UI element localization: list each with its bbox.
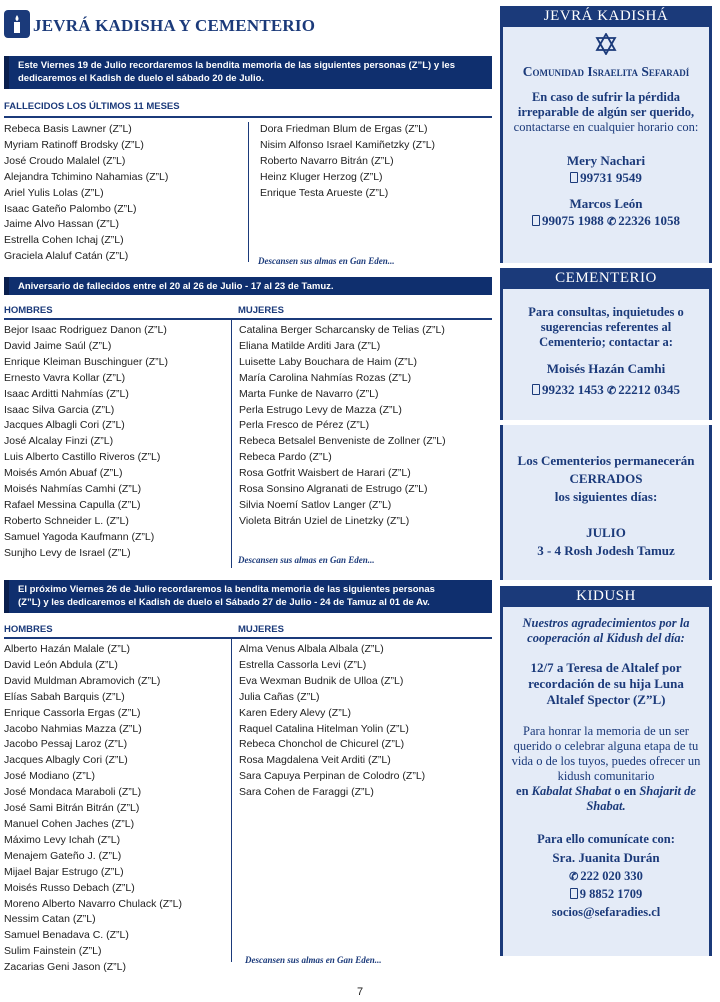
list-item: Graciela Alaluf Catán (Z”L) xyxy=(4,250,129,263)
contact-name: Mery Nachari xyxy=(566,153,646,168)
list-item: Roberto Navarro Bitrán (Z”L) xyxy=(260,154,394,167)
list-item: Myriam Ratinoff Brodsky (Z”L) xyxy=(4,138,144,151)
list-item: David Jaime Saúl (Z”L) xyxy=(4,339,112,352)
telephone-icon: ✆ xyxy=(607,216,617,228)
mobile-phone-icon xyxy=(532,384,540,395)
org-name: Comunidad Israelita Sefaradí xyxy=(522,64,690,79)
list-item: Rosa Gotfrit Waisbert de Harari (Z”L) xyxy=(239,467,411,480)
contact-mobile: 99731 9549 xyxy=(580,170,642,185)
list-item: Moisés Russo Debach (Z”L) xyxy=(4,881,135,894)
list-item: Samuel Benadava C. (Z”L) xyxy=(4,929,129,942)
list-item: Manuel Cohen Jaches (Z”L) xyxy=(4,817,135,830)
star-of-david-icon xyxy=(503,33,709,60)
list-item: Alma Venus Albala Albala (Z”L) xyxy=(239,643,384,655)
section2-women-list xyxy=(239,323,492,530)
list-item: María Carolina Nahmías Rozas (Z”L) xyxy=(239,371,412,384)
list-item: José Alcalay Finzi (Z”L) xyxy=(4,435,114,448)
list-item: José Modiano (Z”L) xyxy=(4,770,96,783)
text: en xyxy=(516,784,529,798)
list-item: Rafael Messina Capulla (Z”L) xyxy=(4,498,141,511)
list-item: Rebeca Pardo (Z”L) xyxy=(239,451,332,464)
kidush-box xyxy=(500,586,712,956)
women-header: MUJERES xyxy=(238,624,284,635)
text: Kabalat Shabat xyxy=(531,784,612,798)
cementerio-box xyxy=(500,268,712,420)
list-item: Moreno Alberto Navarro Chulack (Z”L) xyxy=(4,897,182,910)
intro-bold: En caso de sufrir la pérdida irreparable de algún ser querido, xyxy=(517,90,695,119)
list-item: Alberto Hazán Malale (Z”L) xyxy=(4,643,131,655)
mobile-phone-icon xyxy=(570,172,578,183)
page-title: JEVRÁ KADISHA Y CEMENTERIO xyxy=(33,16,316,35)
list-item: Heinz Kluger Herzog (Z”L) xyxy=(260,170,383,183)
contact-phones xyxy=(503,213,709,229)
list-item: Catalina Berger Scharcansky de Telias (Z”L) xyxy=(239,324,445,336)
list-item: Enrique Cassorla Ergas (Z”L) xyxy=(4,706,141,719)
list-item: Bejor Isaac Rodriguez Danon (Z”L) xyxy=(4,324,167,336)
list-item: Sara Capuya Perpinan de Colodro (Z”L) xyxy=(239,770,426,783)
divider xyxy=(231,637,232,962)
list-item: Jacobo Nahmias Mazza (Z”L) xyxy=(4,722,142,735)
list-item: Eliana Matilde Arditi Jara (Z”L) xyxy=(239,339,381,352)
divider xyxy=(4,318,492,320)
kidush-header: KIDUSH xyxy=(503,586,709,607)
contact-name: Sra. Juanita Durán xyxy=(552,850,660,865)
list-item: Samuel Yagoda Kaufmann (Z”L) xyxy=(4,530,155,543)
list-item: Jacques Albagli Cori (Z”L) xyxy=(4,419,125,432)
mobile-phone-icon xyxy=(532,215,540,226)
contact-name: Marcos León xyxy=(569,196,643,211)
list-item: Luis Alberto Castillo Riveros (Z”L) xyxy=(4,451,161,464)
contact-mobile: 99075 1988 xyxy=(542,213,604,228)
men-header: HOMBRES xyxy=(4,305,53,316)
banner-line: El próximo Viernes 26 de Julio recordaremos la bendita memoria de las siguientes personas xyxy=(18,584,435,595)
list-item: Jaime Alvo Hassan (Z”L) xyxy=(4,218,119,231)
contact-phone: 22212 0345 xyxy=(618,382,680,397)
section1-right-list xyxy=(260,122,490,202)
list-item: Perla Estrugo Levy de Mazza (Z”L) xyxy=(239,403,402,416)
contact-intro: Para ello comunícate con: xyxy=(537,832,675,846)
telephone-icon: ✆ xyxy=(607,385,617,397)
banner-line: (Z”L) y les dedicaremos el Kadish de duelo el Sábado 27 de Julio - 24 de Tamuz al 01 de Av. xyxy=(18,597,430,608)
list-item: Ariel Yulis Lolas (Z”L) xyxy=(4,186,104,199)
list-item: Dora Friedman Blum de Ergas (Z”L) xyxy=(260,123,428,135)
list-item: Isaac Gateño Palombo (Z”L) xyxy=(4,202,137,215)
list-item: David Muldman Abramovich (Z”L) xyxy=(4,674,161,687)
women-header: MUJERES xyxy=(238,305,284,316)
men-header: HOMBRES xyxy=(4,624,53,635)
list-item: Ernesto Vavra Kollar (Z”L) xyxy=(4,371,126,384)
list-item: José Sami Bitrán Bitrán (Z”L) xyxy=(4,802,140,815)
list-item: Estrella Cassorla Levi (Z”L) xyxy=(239,658,367,671)
contact-phones xyxy=(503,382,709,398)
contact-phone: 22326 1058 xyxy=(618,213,680,228)
list-item: Perla Fresco de Pérez (Z”L) xyxy=(239,419,370,432)
kidush-honor: Para honrar la memoria de un ser querido o celebrar alguna etapa de tu vida o de los tuyos, puedes ofrecer un kidush comunitario xyxy=(511,724,701,783)
section1-banner xyxy=(4,56,492,89)
kidush-dedication: 12/7 a Teresa de Altalef por recordación de su hija Luna Altalef Spector (Z”L) xyxy=(528,660,684,707)
contact-mobile: 99232 1453 xyxy=(542,382,604,397)
memorial-candle-icon xyxy=(4,10,30,38)
kidush-occasions xyxy=(513,784,699,814)
list-item: Alejandra Tchimino Nahamias (Z”L) xyxy=(4,170,169,183)
list-item: Roberto Schneider L. (Z”L) xyxy=(4,514,129,527)
list-item: Isaac Silva Garcia (Z”L) xyxy=(4,403,115,416)
list-item: Sunjho Levy de Israel (Z”L) xyxy=(4,546,131,559)
list-item: Rebeca Betsalel Benveniste de Zollner (Z”L) xyxy=(239,435,446,448)
contact-phone: 222 020 330 xyxy=(580,869,643,883)
list-item: Sara Cohen de Faraggi (Z”L) xyxy=(239,786,374,799)
banner-line: Este Viernes 19 de Julio recordaremos la bendita memoria de las siguientes personas (Z”L) y les xyxy=(18,60,455,71)
list-item: Enrique Kleiman Buschinguer (Z”L) xyxy=(4,355,168,368)
jevra-intro xyxy=(507,90,705,135)
list-item: Isaac Arditti Nahmías (Z”L) xyxy=(4,387,129,400)
list-item: Máximo Levy Ichah (Z”L) xyxy=(4,833,121,846)
cementerio-header: CEMENTERIO xyxy=(503,268,709,289)
list-item: Nisim Alfonso Israel Kamiñetzky (Z”L) xyxy=(260,138,436,151)
list-item: Marta Funke de Navarro (Z”L) xyxy=(239,387,379,400)
list-item: Jacques Albagly Cori (Z”L) xyxy=(4,754,128,767)
divider xyxy=(4,637,492,639)
list-item: Eva Wexman Budnik de Ulloa (Z”L) xyxy=(239,674,404,687)
text: Shajarit de Shabat. xyxy=(586,784,696,813)
list-item: Jacobo Pessaj Laroz (Z”L) xyxy=(4,738,128,751)
contact-email[interactable]: socios@sefaradies.cl xyxy=(551,905,661,919)
page-number: 7 xyxy=(356,986,364,998)
section1-left-list xyxy=(4,122,244,265)
section3-banner xyxy=(4,580,492,613)
section1-footer: Descansen sus almas en Gan Eden... xyxy=(258,256,395,266)
contact-name: Moisés Hazán Camhi xyxy=(546,361,666,376)
list-item: Estrella Cohen Ichaj (Z”L) xyxy=(4,234,124,247)
list-item: Mijael Bajar Estrugo (Z”L) xyxy=(4,865,124,878)
contact-mobile-line xyxy=(503,887,709,902)
divider xyxy=(231,318,232,568)
banner-line: dedicaremos el Kadish de duelo el sábado 20 de Julio. xyxy=(18,73,265,84)
banner-line: Aniversario de fallecidos entre el 20 al 26 de Julio - 17 al 23 de Tamuz. xyxy=(18,281,334,292)
list-item: Elías Sabah Barquis (Z”L) xyxy=(4,690,125,703)
section3-women-list xyxy=(239,642,492,801)
list-item: Violeta Bitrán Uziel de Linetzky (Z”L) xyxy=(239,514,410,527)
contact-mobile: 9 8852 1709 xyxy=(579,887,643,901)
list-item: Rosa Sonsino Algranati de Estrugo (Z”L) xyxy=(239,483,428,496)
kidush-thanks: Nuestros agradecimientos por la cooperación al Kidush del día: xyxy=(522,616,690,645)
divider xyxy=(4,116,492,118)
list-item: Menajem Gateño J. (Z”L) xyxy=(4,849,122,862)
closed-line: Los Cementerios permanecerán xyxy=(517,453,695,468)
intro-rest: contactarse en cualquier horario con: xyxy=(513,120,699,134)
list-item: José Mondaca Maraboli (Z”L) xyxy=(4,786,142,799)
list-item: Moisés Amón Abuaf (Z”L) xyxy=(4,467,123,480)
closed-notice-box xyxy=(500,425,712,580)
closed-line: los siguientes días: xyxy=(554,489,658,504)
list-item: Luisette Laby Bouchara de Haim (Z”L) xyxy=(239,355,418,368)
list-item: Karen Edery Alevy (Z”L) xyxy=(239,706,352,719)
list-item: Rebeca Chonchol de Chicurel (Z”L) xyxy=(239,738,405,751)
jevra-header: JEVRÁ KADISHÁ xyxy=(503,6,709,27)
list-item: Enrique Testa Arueste (Z”L) xyxy=(260,186,389,199)
list-item: Sulim Fainstein (Z”L) xyxy=(4,945,102,958)
list-item: Silvia Noemí Satlov Langer (Z”L) xyxy=(239,498,392,511)
section3-footer: Descansen sus almas en Gan Eden... xyxy=(245,955,382,965)
list-item: Julia Cañas (Z”L) xyxy=(239,690,320,703)
telephone-icon: ✆ xyxy=(569,871,579,883)
mobile-phone-icon xyxy=(570,888,578,899)
list-item: Moisés Nahmías Camhi (Z”L) xyxy=(4,483,142,496)
section2-men-list xyxy=(4,323,229,562)
contact-phone-line xyxy=(503,869,709,884)
closed-month: JULIO xyxy=(586,525,626,540)
cementerio-text: Para consultas, inquietudes o sugerencias referentes al Cementerio; contactar a: xyxy=(528,305,684,349)
closed-dates: 3 - 4 Rosh Jodesh Tamuz xyxy=(537,543,675,558)
list-item: Nessim Catan (Z”L) xyxy=(4,913,96,926)
section3-men-list xyxy=(4,642,229,976)
list-item: José Croudo Malalel (Z”L) xyxy=(4,154,126,167)
list-item: Zacarias Geni Jason (Z”L) xyxy=(4,961,126,974)
list-item: David León Abdula (Z”L) xyxy=(4,658,118,671)
section2-banner xyxy=(4,277,492,295)
text: o en xyxy=(614,784,637,798)
list-item: Raquel Catalina Hitelman Yolin (Z”L) xyxy=(239,722,409,735)
list-item: Rosa Magdalena Veit Arditi (Z”L) xyxy=(239,754,391,767)
list-item: Rebeca Basis Lawner (Z”L) xyxy=(4,123,132,135)
contact-phones xyxy=(503,170,709,186)
jevra-kadisha-box xyxy=(500,6,712,263)
closed-line: CERRADOS xyxy=(569,471,643,486)
section2-footer: Descansen sus almas en Gan Eden... xyxy=(238,555,375,565)
section1-header: FALLECIDOS LOS ÚLTIMOS 11 MESES xyxy=(4,101,180,112)
divider xyxy=(248,122,249,262)
